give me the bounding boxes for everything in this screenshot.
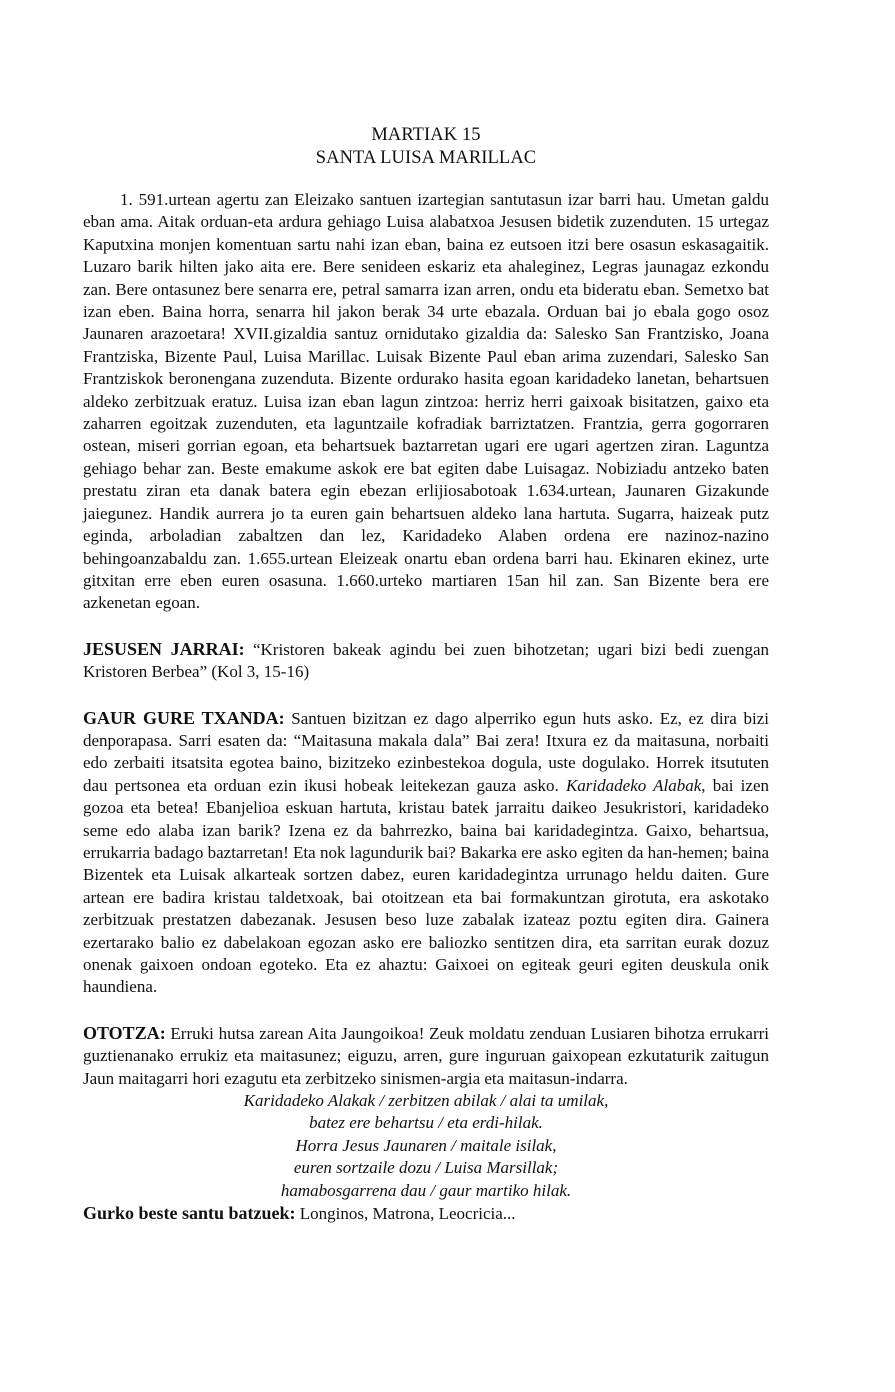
gaur-text-part-2: , bai izen gozoa eta betea! Ebanjelioa eskuan hartuta, kristau batek jarraitu daikeo Jesukristori, karidadeko seme edo alaba izan barik? Izena ez da bahrrezko, baina bai karidadegintza. Gaixo, behartsua, errukarria badago baztarretan! Eta nok lagundurik bai? Bakarka ere asko egiten da han-hemen; baina Bizentek eta Luisak alkarteak sortzen dabez, euren karidadegintza urrunago heldu daiten. Gure artean ere badira kristau taldetxoak, bai otoitzean eta bai formakuntzan girotuta, era askotako zerbitzuak prestatzen dabezanak. Jesusen beso luze zabalak izateaz poztu egiten dira. Gainera ezertarako balio ez dabelakoan egozan asko ere baliozko sentitzen dira, eta sarritan eurak dozuz onenak gaixoen ondoan egoteko. Eta ez ahaztu: Gaixoei on egiteak geuri egiten deuskula onik haundiena.	[83, 775, 769, 997]
jesusen-jarrai-label: JESUSEN JARRAI:	[83, 638, 245, 659]
ototza-text: Erruki hutsa zarean Aita Jaungoikoa! Zeuk moldatu zenduan Lusiaren bihotza errukarri guztienanako errukiz eta maitasunez; eiguzu, arren, gure inguruan gaixopean ezkutaturik zaitugun Jaun maitagarri hori ezagutu eta zerbitzeko sinismen-argia eta maitasun-indarra.	[83, 1023, 769, 1088]
intro-paragraph: 1. 591.urtean agertu zan Eleizako santuen izartegian santutasun izar barri hau. Umetan galdu eban ama. Aitak orduan-eta ardura gehiago Luisa alabatxoa Jesusen bidetik zuzenduten. 15 urtegaz Kaputxina monjen komentuan sartu nahi izan eban, baina ez eutsoen itzi bere osasun eskasagaitik. Luzaro barik hilten jako aita ere. Bere senideen eskariz eta ahaleginez, Legras jaunagaz ezkondu zan. Bere ontasunez bere senarra ere, petral samarra izan arren, ondu eta bideratu eban. Semetxo bat izan eben. Baina horra, senarra hil jakon berak 34 urte ebazala. Orduan bai jo ebala gogo osoz Jaunaren arazoetara! XVII.gizaldia santuz ornidutako gizaldia da: Salesko San Frantzisko, Joana Frantziska, Bizente Paul, Luisa Marillac. Luisak Bizente Paul eban arima zuzendari, Salesko San Frantziskok beronengana zuzenduta. Bizente ordurako hasita egoan karidadeko lanetan, behartsuen aldeko zerbitzuak eratuz. Luisa izan eban lagun zintzoa: herriz herri gaixoak bisitatzen, gaixo eta zaharren egoitzak zuzenduten, eta laguntzaile kofradiak barriztatzen. Frantzia, gerra gogorraren ostean, miseri gorrian egoan, eta behartsuek baztarretan ugari ere ugari agertzen ziran. Laguntza gehiago behar zan. Beste emakume askok ere bat egiten dabe Luisagaz. Nobiziadu antzeko baten prestatu ziran eta danak batera egin ebezan erlijiosabotoak 1.634.urtean, Jaunaren Gizakunde jaiegunez. Handik aurrera jo ta euren gain behartsuen aldeko lana hartuta. Sugarra, haizeak putz eginda, arboladian zabaltzen dan lez, Karidadeko Alaben ordena ere nazinoz-nazino behingoanzabaldu zan. 1.655.urtean Eleizeak onartu eban ordena barri hau. Ekinaren ekinez, urte gitxitan erre eben euren osasuna. 1.660.urteko martiaren 15an hil zan. San Bizente bera ere azkenetan egoan.	[83, 190, 769, 613]
gaur-gure-txanda-section	[83, 707, 769, 999]
title-date: MARTIAK 15	[371, 125, 481, 145]
verse-line: Karidadeko Alakak / zerbitzen abilak / alai ta umilak,	[243, 1091, 609, 1111]
verse-line: Horra Jesus Jaunaren / maitale isilak,	[295, 1135, 557, 1155]
verse-line: euren sortzaile dozu / Luisa Marsillak;	[293, 1158, 559, 1178]
ototza-section	[83, 1022, 769, 1090]
title-saint-name: SANTA LUISA MARILLAC	[315, 148, 537, 168]
document-page	[83, 124, 769, 1225]
other-saints-line	[83, 1202, 769, 1225]
ototza-label: OTOTZA:	[83, 1022, 166, 1043]
other-saints-label: Gurko beste santu batzuek:	[83, 1203, 296, 1224]
verse-block	[83, 1090, 769, 1202]
gaur-text-part-1: Santuen bizitzan ez dago alperriko egun huts asko. Ez, ez dira bizi denporapasa. Sarri esaten da: “Maitasuna makala dala” Bai zera! Itxura ez da maitasuna, norbaiti edo zerbaiti itsatsita egotea baino, bizitzeko ezinbestekoa dogula, uste dogulako. Horrek itsututen dau pertsonea eta orduan ezin ikusi hobeak leitekezan gauza asko.	[83, 708, 769, 795]
gaur-italic-term: Karidadeko Alabak	[565, 775, 702, 795]
other-saints-text: Longinos, Matrona, Leocricia...	[295, 1204, 516, 1224]
jesusen-jarrai-text: “Kristoren bakeak agindu bei zuen bihotzetan; ugari bizi bedi zuengan Kristoren Berbea” (Kol 3, 15-16)	[83, 639, 770, 682]
verse-line: batez ere behartsu / eta erdi-hilak.	[309, 1113, 543, 1133]
jesusen-jarrai-section	[83, 638, 769, 684]
gaur-gure-txanda-label: GAUR GURE TXANDA:	[83, 707, 285, 728]
page-title	[83, 124, 769, 170]
verse-line: hamabosgarrena dau / gaur martiko hilak.	[280, 1180, 572, 1200]
